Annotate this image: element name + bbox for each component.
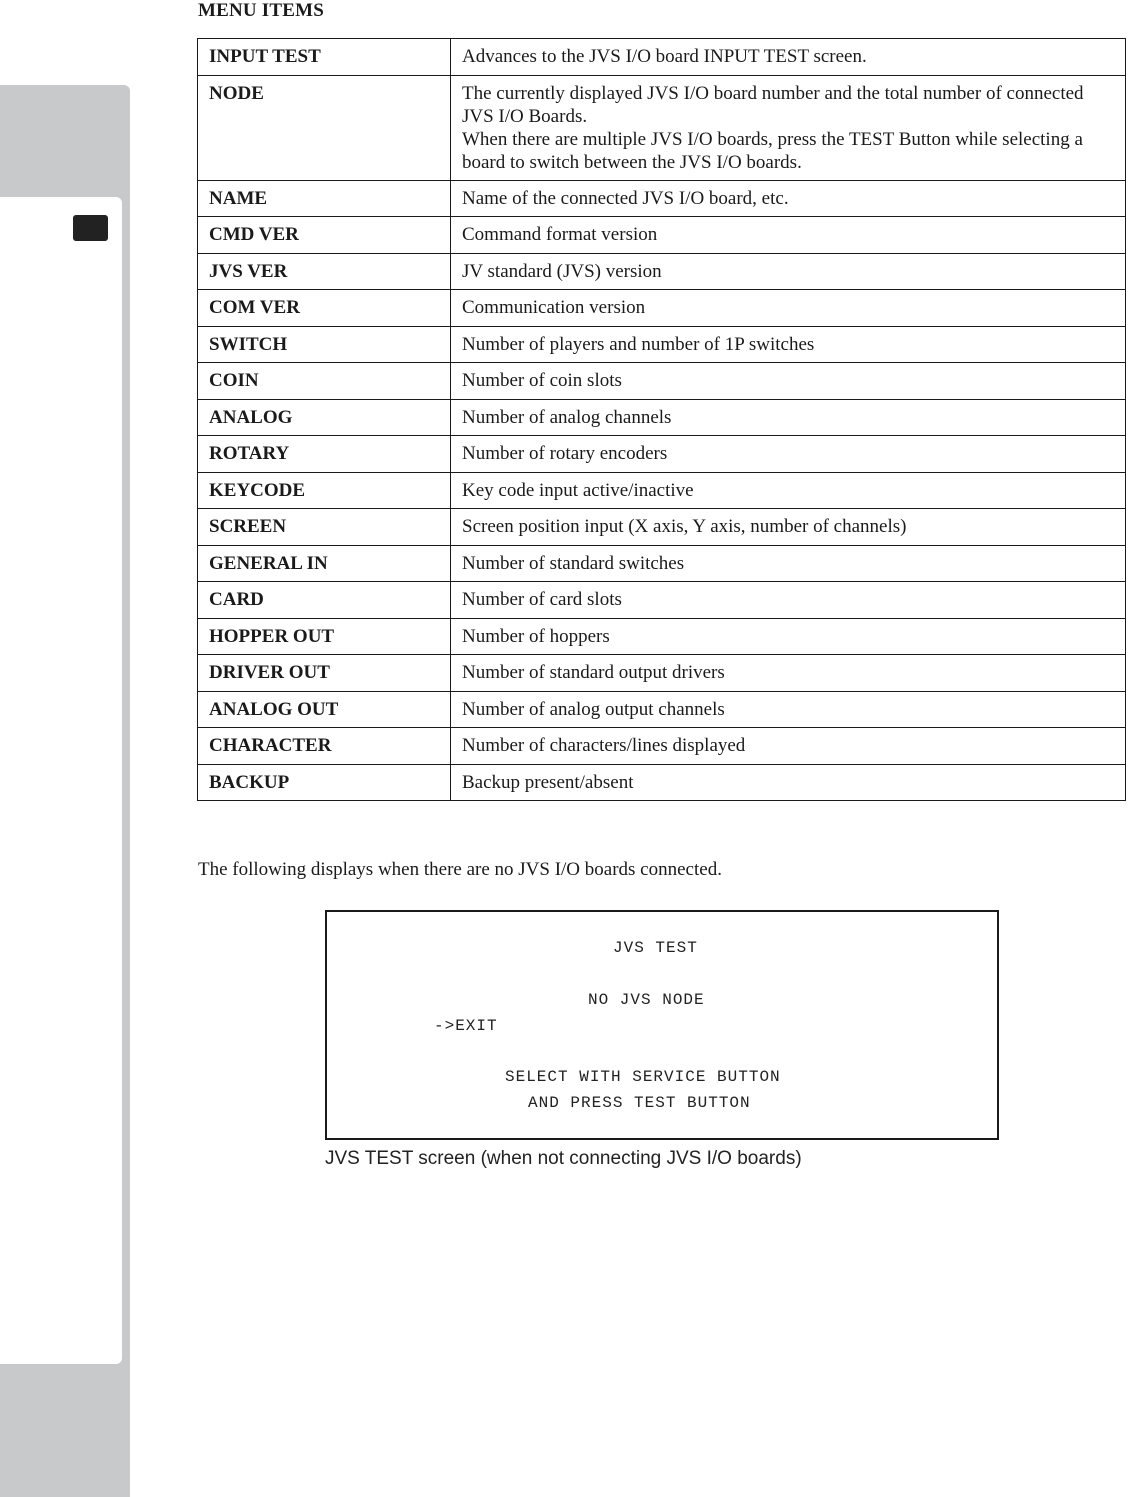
table-row [198, 545, 1126, 582]
table-row [198, 290, 1126, 327]
jvs-test-screen [325, 910, 999, 1140]
table-row [198, 582, 1126, 619]
menu-item-name: NAME [198, 180, 451, 217]
table-row [198, 363, 1126, 400]
screen-title: JVS TEST [613, 939, 698, 957]
menu-item-desc: Number of standard switches [451, 545, 1126, 582]
table-row [198, 472, 1126, 509]
table-row [198, 728, 1126, 765]
menu-item-name: HOPPER OUT [198, 618, 451, 655]
menu-item-name: CMD VER [198, 217, 451, 254]
menu-item-desc: Advances to the JVS I/O board INPUT TEST screen. [451, 39, 1126, 76]
menu-item-desc: Number of analog output channels [451, 691, 1126, 728]
table-row [198, 217, 1126, 254]
intro-text: The following displays when there are no JVS I/O boards connected. [198, 859, 722, 880]
menu-item-desc: Key code input active/inactive [451, 472, 1126, 509]
section-title: MENU ITEMS [198, 0, 325, 21]
table-row [198, 764, 1126, 801]
menu-item-name: SWITCH [198, 326, 451, 363]
menu-item-name: DRIVER OUT [198, 655, 451, 692]
menu-item-desc [451, 75, 1126, 180]
menu-item-name: BACKUP [198, 764, 451, 801]
menu-item-name: COM VER [198, 290, 451, 327]
menu-item-name: CHARACTER [198, 728, 451, 765]
menu-items-table [197, 38, 1126, 801]
table-row [198, 39, 1126, 76]
menu-item-desc: Number of standard output drivers [451, 655, 1126, 692]
side-tab-inset [0, 197, 122, 1364]
menu-item-name: KEYCODE [198, 472, 451, 509]
menu-item-desc: Communication version [451, 290, 1126, 327]
menu-item-name: NODE [198, 75, 451, 180]
menu-item-desc: Screen position input (X axis, Y axis, number of channels) [451, 509, 1126, 546]
table-row [198, 618, 1126, 655]
figure-caption: JVS TEST screen (when not connecting JVS I/O boards) [325, 1148, 802, 1169]
menu-item-name: COIN [198, 363, 451, 400]
table-row [198, 399, 1126, 436]
menu-item-desc-line: When there are multiple JVS I/O boards, press the TEST Button while selecting a board to switch between the JVS I/O boards. [462, 128, 1083, 173]
menu-item-desc-line: The currently displayed JVS I/O board number and the total number of connected JVS I/O Boards. [462, 82, 1084, 127]
table-row [198, 253, 1126, 290]
menu-item-name: ANALOG [198, 399, 451, 436]
menu-item-desc: Number of coin slots [451, 363, 1126, 400]
screen-exit-option: ->EXIT [434, 1017, 498, 1035]
table-row [198, 509, 1126, 546]
table-row [198, 655, 1126, 692]
menu-item-desc: Command format version [451, 217, 1126, 254]
screen-instruction-1: SELECT WITH SERVICE BUTTON [505, 1068, 781, 1086]
table-row [198, 691, 1126, 728]
menu-item-name: ROTARY [198, 436, 451, 473]
table-row [198, 180, 1126, 217]
table-row [198, 75, 1126, 180]
table-row [198, 436, 1126, 473]
menu-item-desc: Number of hoppers [451, 618, 1126, 655]
menu-item-name: JVS VER [198, 253, 451, 290]
menu-item-desc: Number of card slots [451, 582, 1126, 619]
chapter-marker [73, 215, 108, 241]
menu-item-desc: Number of analog channels [451, 399, 1126, 436]
menu-item-name: ANALOG OUT [198, 691, 451, 728]
menu-item-desc: Number of players and number of 1P switches [451, 326, 1126, 363]
menu-item-desc: JV standard (JVS) version [451, 253, 1126, 290]
screen-status: NO JVS NODE [588, 991, 705, 1009]
menu-item-name: CARD [198, 582, 451, 619]
menu-item-desc: Name of the connected JVS I/O board, etc. [451, 180, 1126, 217]
menu-item-name: GENERAL IN [198, 545, 451, 582]
menu-item-name: INPUT TEST [198, 39, 451, 76]
menu-item-desc: Backup present/absent [451, 764, 1126, 801]
menu-item-desc: Number of characters/lines displayed [451, 728, 1126, 765]
screen-instruction-2: AND PRESS TEST BUTTON [528, 1094, 751, 1112]
menu-item-name: SCREEN [198, 509, 451, 546]
menu-item-desc: Number of rotary encoders [451, 436, 1126, 473]
table-row [198, 326, 1126, 363]
